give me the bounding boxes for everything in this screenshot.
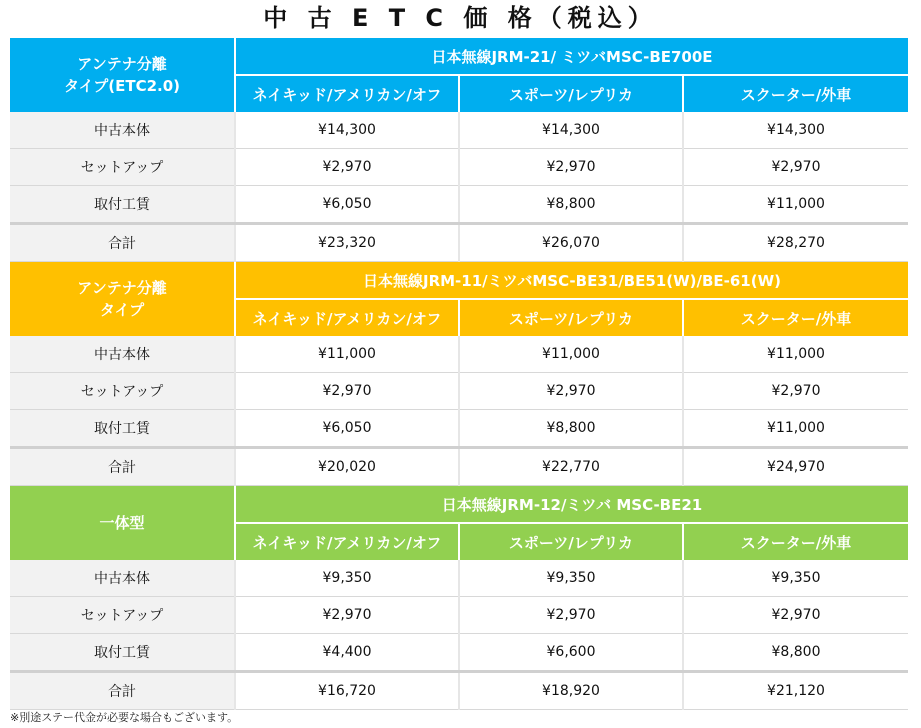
- model-header: 日本無線JRM-12/ミツバ MSC-BE21: [235, 486, 908, 524]
- row-label: 取付工賃: [10, 634, 235, 672]
- column-header-naked: ネイキッド/アメリカン/オフ: [235, 75, 459, 112]
- price-cell: ¥2,970: [459, 597, 683, 634]
- section-label: 一体型: [10, 486, 235, 561]
- total-cell: ¥28,270: [683, 224, 908, 262]
- section-integrated: [10, 486, 908, 710]
- total-cell: ¥26,070: [459, 224, 683, 262]
- column-header-scooter: スクーター/外車: [683, 523, 908, 560]
- table-row: [10, 336, 908, 373]
- table-row: [10, 560, 908, 597]
- price-cell: ¥2,970: [683, 373, 908, 410]
- price-cell: ¥14,300: [459, 112, 683, 149]
- section-label: アンテナ分離 タイプ(ETC2.0): [10, 38, 235, 112]
- price-cell: ¥8,800: [683, 634, 908, 672]
- total-row: [10, 672, 908, 710]
- page-title: 中 古 E T C 価 格（税込）: [263, 4, 658, 32]
- price-cell: ¥2,970: [235, 373, 459, 410]
- total-cell: ¥23,320: [235, 224, 459, 262]
- row-label: 取付工賃: [10, 410, 235, 448]
- row-label: 合計: [10, 224, 235, 262]
- price-cell: ¥9,350: [459, 560, 683, 597]
- model-header: 日本無線JRM-11/ミツバMSC-BE31/BE51(W)/BE-61(W): [235, 262, 908, 300]
- model-header: 日本無線JRM-21/ ミツバMSC-BE700E: [235, 38, 908, 75]
- price-cell: ¥8,800: [459, 410, 683, 448]
- column-header-scooter: スクーター/外車: [683, 299, 908, 336]
- price-cell: ¥11,000: [235, 336, 459, 373]
- total-cell: ¥18,920: [459, 672, 683, 710]
- row-label: セットアップ: [10, 597, 235, 634]
- section-label: アンテナ分離 タイプ: [10, 262, 235, 337]
- price-cell: ¥4,400: [235, 634, 459, 672]
- row-label: 中古本体: [10, 112, 235, 149]
- row-label: 合計: [10, 448, 235, 486]
- total-cell: ¥22,770: [459, 448, 683, 486]
- total-cell: ¥20,020: [235, 448, 459, 486]
- table-row: [10, 112, 908, 149]
- row-label: セットアップ: [10, 149, 235, 186]
- total-row: [10, 448, 908, 486]
- column-header-sports: スポーツ/レプリカ: [459, 75, 683, 112]
- column-header-sports: スポーツ/レプリカ: [459, 299, 683, 336]
- price-cell: ¥6,050: [235, 410, 459, 448]
- total-cell: ¥21,120: [683, 672, 908, 710]
- price-cell: ¥2,970: [683, 149, 908, 186]
- table-row: [10, 410, 908, 448]
- table-row: [10, 373, 908, 410]
- price-cell: ¥9,350: [235, 560, 459, 597]
- price-cell: ¥6,050: [235, 186, 459, 224]
- column-header-sports: スポーツ/レプリカ: [459, 523, 683, 560]
- row-label: セットアップ: [10, 373, 235, 410]
- price-cell: ¥6,600: [459, 634, 683, 672]
- row-label: 合計: [10, 672, 235, 710]
- price-cell: ¥14,300: [683, 112, 908, 149]
- price-cell: ¥2,970: [235, 149, 459, 186]
- price-cell: ¥14,300: [235, 112, 459, 149]
- price-table: [10, 38, 908, 710]
- section-antenna-separate-etc2: [10, 38, 908, 262]
- row-label: 中古本体: [10, 560, 235, 597]
- price-cell: ¥11,000: [683, 336, 908, 373]
- footnote: ※別途ステー代金が必要な場合もございます。: [10, 711, 239, 724]
- price-cell: ¥2,970: [459, 149, 683, 186]
- table-row: [10, 149, 908, 186]
- price-cell: ¥8,800: [459, 186, 683, 224]
- row-label: 中古本体: [10, 336, 235, 373]
- total-row: [10, 224, 908, 262]
- total-cell: ¥16,720: [235, 672, 459, 710]
- price-cell: ¥2,970: [235, 597, 459, 634]
- price-cell: ¥11,000: [459, 336, 683, 373]
- table-row: [10, 597, 908, 634]
- price-cell: ¥11,000: [683, 186, 908, 224]
- column-header-scooter: スクーター/外車: [683, 75, 908, 112]
- row-label: 取付工賃: [10, 186, 235, 224]
- table-row: [10, 186, 908, 224]
- price-cell: ¥2,970: [459, 373, 683, 410]
- total-cell: ¥24,970: [683, 448, 908, 486]
- table-row: [10, 634, 908, 672]
- price-cell: ¥11,000: [683, 410, 908, 448]
- price-cell: ¥2,970: [683, 597, 908, 634]
- section-antenna-separate: [10, 262, 908, 486]
- column-header-naked: ネイキッド/アメリカン/オフ: [235, 299, 459, 336]
- column-header-naked: ネイキッド/アメリカン/オフ: [235, 523, 459, 560]
- price-cell: ¥9,350: [683, 560, 908, 597]
